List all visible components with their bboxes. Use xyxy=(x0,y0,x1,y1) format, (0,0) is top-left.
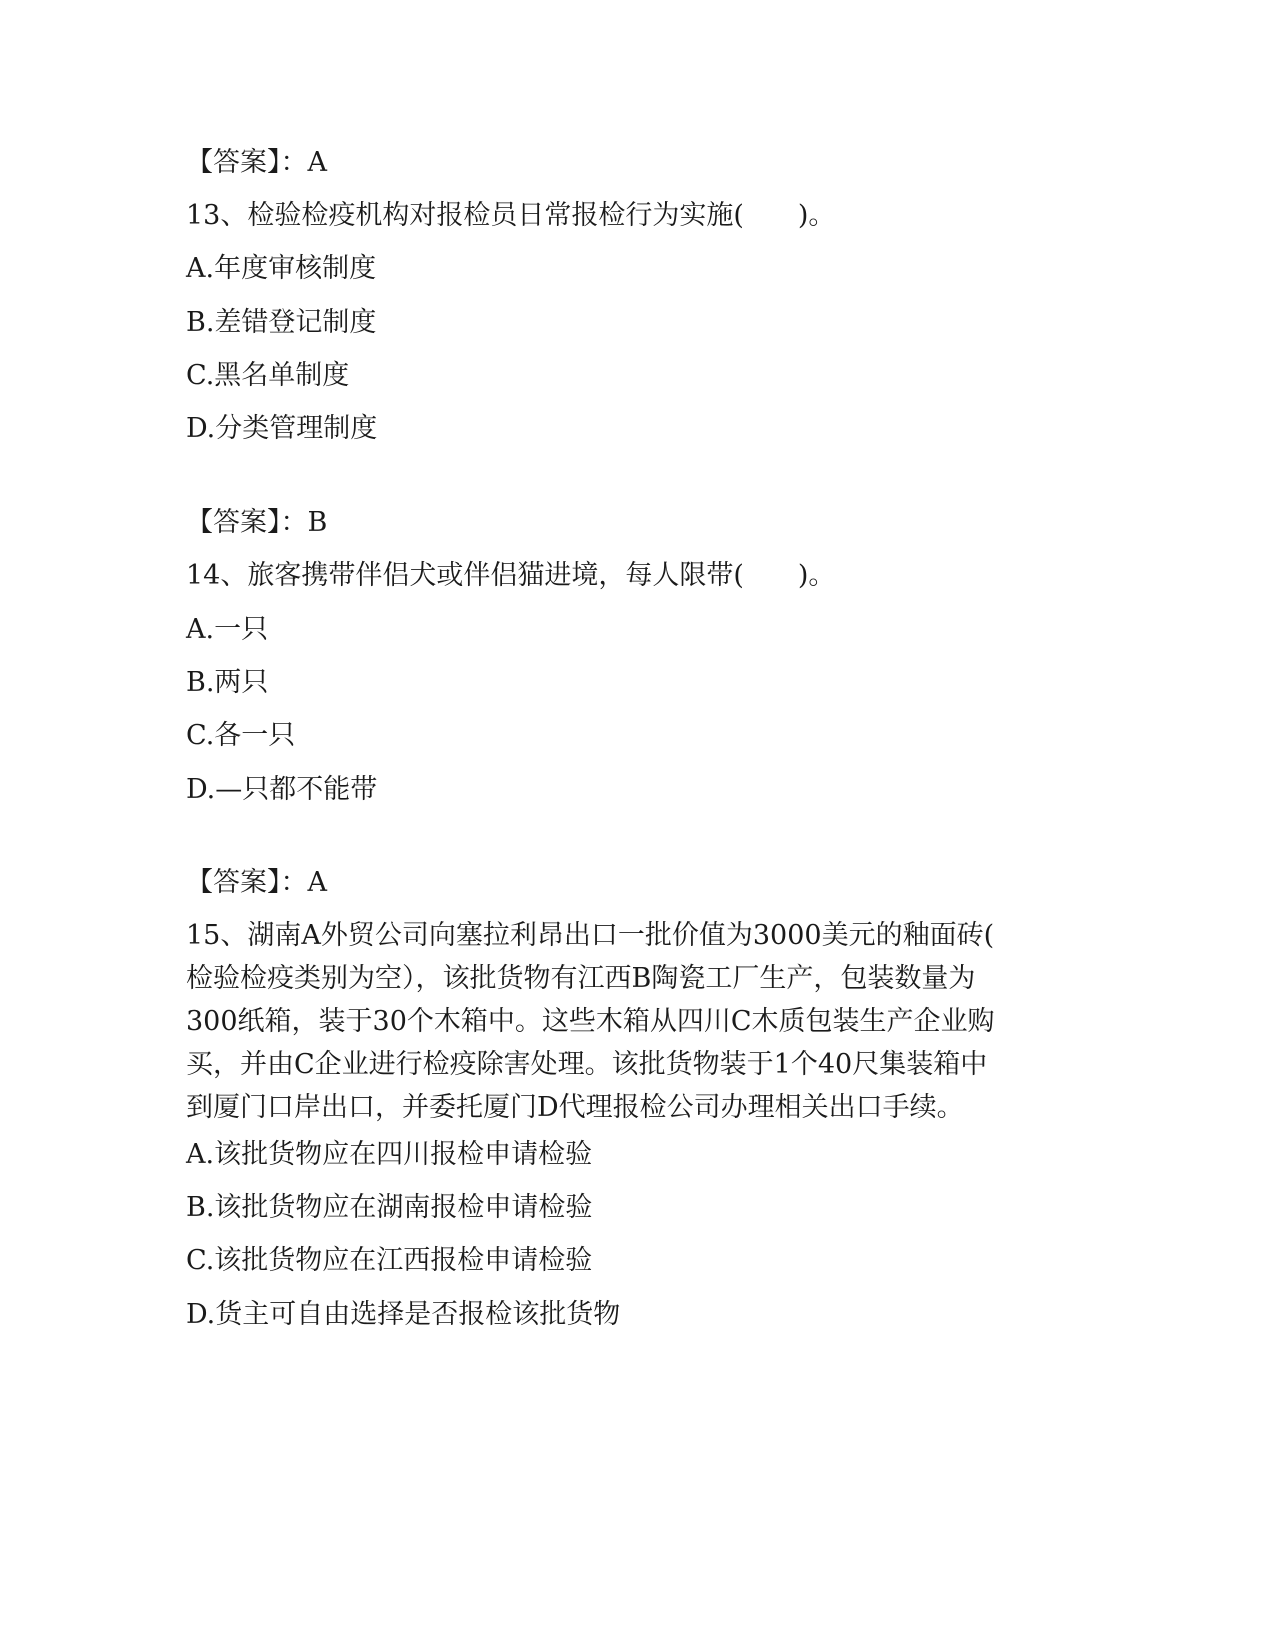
answer-q14: 【答案】：A xyxy=(186,867,327,898)
question-13-option-d: D.分类管理制度 xyxy=(186,413,378,444)
question-15-option-b: B.该批货物应在湖南报检申请检验 xyxy=(186,1192,593,1223)
question-14-option-b: B.两只 xyxy=(186,667,269,698)
question-14-option-d: D.—只都不能带 xyxy=(186,774,378,805)
question-13-option-c: C.黑名单制度 xyxy=(186,360,350,391)
question-15-stem-line: 到厦门口岸出口，并委托厦门D代理报检公司办理相关出口手续。 xyxy=(186,1092,964,1123)
question-15-option-a: A.该批货物应在四川报检申请检验 xyxy=(186,1139,593,1170)
question-13-stem: 13、检验检疫机构对报检员日常报检行为实施( )。 xyxy=(186,200,836,231)
question-15-stem-line: 300纸箱，装于30个木箱中。这些木箱从四川C木质包装生产企业购 xyxy=(186,1006,995,1037)
question-15-option-c: C.该批货物应在江西报检申请检验 xyxy=(186,1245,593,1276)
question-13-option-a: A.年度审核制度 xyxy=(186,253,377,284)
question-15-stem-line: 检验检疫类别为空），该批货物有江西B陶瓷工厂生产，包装数量为 xyxy=(186,963,976,994)
answer-q13: 【答案】：B xyxy=(186,507,328,538)
question-15-stem-line: 买，并由C企业进行检疫除害处理。该批货物装于1个40尺集装箱中 xyxy=(186,1049,988,1080)
question-14-stem: 14、旅客携带伴侣犬或伴侣猫进境，每人限带( )。 xyxy=(186,560,836,591)
question-15-stem-line: 15、湖南A外贸公司向塞拉利昂出口一批价值为3000美元的釉面砖( xyxy=(186,920,995,951)
question-15-stem xyxy=(186,914,1066,1129)
question-15-option-d: D.货主可自由选择是否报检该批货物 xyxy=(186,1299,621,1330)
question-13-option-b: B.差错登记制度 xyxy=(186,307,377,338)
answer-q12: 【答案】：A xyxy=(186,147,327,178)
question-14-option-a: A.一只 xyxy=(186,614,269,645)
question-14-option-c: C.各一只 xyxy=(186,720,296,751)
